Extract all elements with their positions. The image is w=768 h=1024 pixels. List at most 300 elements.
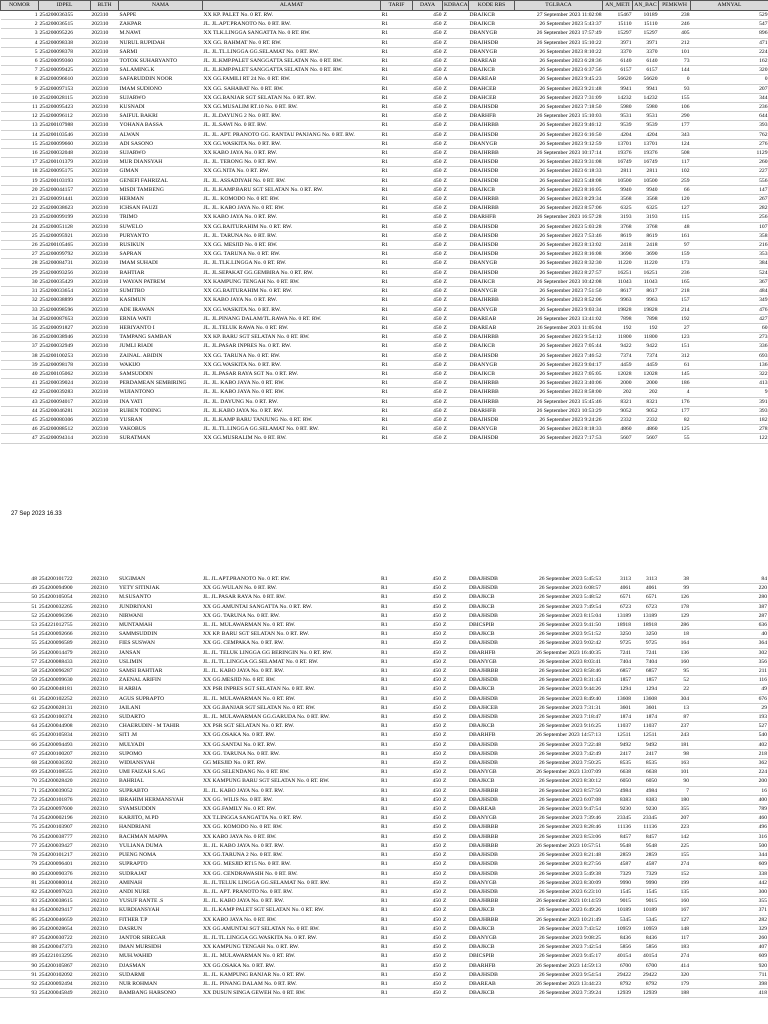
- cell-sahlwbp: 2000: [603, 379, 633, 388]
- cell-tglbaca: 26 September 2023 9:54:54: [514, 970, 602, 979]
- cell-idpel: 254200028420: [38, 777, 90, 786]
- cell-sahlwbp: 7329: [602, 869, 632, 878]
- cell-idpel: 254200099630: [38, 676, 90, 685]
- cell-kode-rbs: DBANYGB: [469, 47, 515, 56]
- cell-blth: 202310: [90, 961, 118, 970]
- cell-kdbaca: Z: [443, 268, 469, 277]
- cell-slalwbp: 11043: [633, 277, 659, 286]
- cell-nomor: 27: [1, 250, 39, 259]
- cell-idpel: 254200039427: [38, 841, 90, 850]
- cell-jamnyala: 40: [690, 630, 768, 639]
- cell-sahlwbp: 5980: [603, 103, 633, 112]
- cell-tarif: R1: [381, 20, 413, 29]
- cell-daya: 450: [412, 860, 442, 869]
- cell-daya: 450: [413, 277, 443, 286]
- cell-nomor: 75: [0, 823, 38, 832]
- cell-nama: IBRAHIM HERMANSYAH: [118, 795, 202, 804]
- cell-alamat: GG MESJID No. 0 RT. RW.: [202, 759, 380, 768]
- cell-pemkwh: 82: [659, 415, 691, 424]
- cell-alamat: XX GG. RAHMAT No. 0 RT. RW.: [203, 38, 381, 47]
- cell-jamnyala: 300: [690, 887, 768, 896]
- cell-kdbaca: Z: [442, 713, 468, 722]
- cell-blth: 202310: [91, 323, 119, 332]
- cell-kode-rbs: DBAJHSDB: [468, 694, 514, 703]
- cell-tglbaca: 26 September 2023 8:58:46: [514, 667, 602, 676]
- cell-nomor: 4: [1, 38, 39, 47]
- cell-kdbaca: Z: [443, 139, 469, 148]
- cell-idpel: 254200088433: [38, 657, 90, 666]
- cell-sahlwbp: 8619: [603, 231, 633, 240]
- cell-nama: ZAKPAR: [119, 20, 203, 29]
- table-row: [1, 222, 768, 231]
- table-row: [1, 195, 768, 204]
- cell-alamat: JL. JL.KAMP.BARU SGT SELATAN No. 0 RT. RW.: [203, 185, 381, 194]
- cell-idpel: 254200105054: [38, 593, 90, 602]
- table-row: [1, 434, 768, 443]
- cell-jamnyala: 413: [691, 379, 768, 388]
- cell-sahlwbp: 9990: [602, 878, 632, 887]
- cell-alamat: JL. JL. MULAWARMAN GG.GARUDA No. 0 RT. RW.: [202, 713, 380, 722]
- cell-nomor: 11: [1, 103, 39, 112]
- cell-daya: 450: [412, 924, 442, 933]
- cell-jamnyala: 529: [691, 11, 768, 20]
- cell-kdbaca: Z: [442, 952, 468, 961]
- cell-blth: 202310: [91, 333, 119, 342]
- cell-nama: WIDIANSYAH: [118, 759, 202, 768]
- cell-tglbaca: 26 September 2023 13:44:23: [514, 979, 602, 988]
- table-row: [0, 869, 768, 878]
- cell-nomor: 78: [0, 851, 38, 860]
- cell-blth: 202310: [90, 943, 118, 952]
- cell-pemkwh: 274: [658, 952, 690, 961]
- cell-tglbaca: 26 September 2023 9:24:26: [515, 415, 603, 424]
- cell-blth: 202310: [91, 268, 119, 277]
- cell-jamnyala: 322: [691, 369, 768, 378]
- cell-kode-rbs: DBAJHSDB: [468, 860, 514, 869]
- cell-daya: 450: [412, 703, 442, 712]
- cell-pemkwh: 243: [658, 731, 690, 740]
- cell-pemkwh: 181: [658, 740, 690, 749]
- cell-slalwbp: 11037: [632, 722, 658, 731]
- cell-tarif: R1: [380, 593, 412, 602]
- cell-blth: 202310: [91, 241, 119, 250]
- cell-tglbaca: 26 September 2023 15:45:46: [515, 397, 603, 406]
- cell-blth: 202310: [91, 369, 119, 378]
- cell-daya: 450: [413, 47, 443, 56]
- cell-nomor: 59: [0, 676, 38, 685]
- cell-sahlwbp: 15110: [603, 20, 633, 29]
- cell-alamat: XX GG. MESJID RT15 No. 0 RT. RW.: [202, 860, 380, 869]
- cell-tarif: R1: [380, 860, 412, 869]
- cell-kode-rbs: DBICSPIB: [468, 621, 514, 630]
- cell-blth: 202310: [91, 20, 119, 29]
- cell-daya: 450: [412, 943, 442, 952]
- cell-pemkwh: 135: [658, 887, 690, 896]
- cell-alamat: JL. JL. KABO JAYA No. 0 RT. RW.: [202, 786, 380, 795]
- table-row: [0, 731, 768, 740]
- cell-idpel: 254200095226: [39, 29, 91, 38]
- cell-sahlwbp: 12939: [602, 989, 632, 998]
- cell-pemkwh: 52: [658, 676, 690, 685]
- table-row: [0, 878, 768, 887]
- cell-slalwbp: 2418: [633, 241, 659, 250]
- cell-kode-rbs: DBAJHSDB: [469, 103, 515, 112]
- cell-idpel: 254200103546: [39, 130, 91, 139]
- cell-tarif: R1: [381, 314, 413, 323]
- cell-idpel: 254200046281: [39, 406, 91, 415]
- cell-nama: MUNTAMAH: [118, 621, 202, 630]
- cell-sahlwbp: 8617: [603, 287, 633, 296]
- cell-tglbaca: 26 September 2023 5:49:38: [514, 869, 602, 878]
- cell-nomor: 3: [1, 29, 39, 38]
- cell-slalwbp: 2417: [632, 749, 658, 758]
- cell-sahlwbp: 11800: [603, 333, 633, 342]
- cell-kdbaca: Z: [442, 961, 468, 970]
- cell-daya: 450: [412, 989, 442, 998]
- cell-tarif: R1: [381, 296, 413, 305]
- cell-slalwbp: 56620: [633, 75, 659, 84]
- cell-kode-rbs: DBANYGB: [469, 360, 515, 369]
- cell-sahlwbp: 1545: [602, 887, 632, 896]
- cell-kdbaca: A: [443, 75, 469, 84]
- cell-idpel: 254200100207: [38, 749, 90, 758]
- cell-tarif: R1: [380, 584, 412, 593]
- cell-tarif: R1: [381, 434, 413, 443]
- cell-sahlwbp: 1874: [602, 713, 632, 722]
- cell-blth: 202310: [90, 832, 118, 841]
- cell-daya: 450: [413, 397, 443, 406]
- cell-kode-rbs: DBAJKCB: [468, 602, 514, 611]
- cell-idpel: 254200038615: [38, 897, 90, 906]
- meter-reading-table-1: [0, 0, 768, 444]
- cell-daya: 450: [413, 121, 443, 130]
- cell-blth: 202310: [91, 314, 119, 323]
- cell-kode-rbs: DBAJHSDB: [468, 759, 514, 768]
- cell-tglbaca: 26 September 2023 6:07:08: [514, 795, 602, 804]
- cell-jamnyala: 338: [690, 869, 768, 878]
- cell-sahlwbp: 4587: [602, 860, 632, 869]
- cell-kode-rbs: DBAJHSDB: [469, 158, 515, 167]
- cell-kode-rbs: DBAJHRBB: [469, 388, 515, 397]
- cell-nama: MUH.WAHID: [118, 952, 202, 961]
- cell-sahlwbp: 9725: [602, 639, 632, 648]
- cell-pemkwh: 355: [658, 805, 690, 814]
- cell-blth: 202310: [90, 621, 118, 630]
- cell-idpel: 254200002196: [38, 814, 90, 823]
- cell-tarif: R1: [380, 777, 412, 786]
- cell-nama: ERNIA WATI: [119, 314, 203, 323]
- cell-jamnyala: 524: [691, 268, 768, 277]
- cell-kdbaca: Z: [443, 434, 469, 443]
- cell-idpel: 254200101379: [39, 158, 91, 167]
- report-page-1: [0, 0, 768, 444]
- cell-tarif: R1: [380, 869, 412, 878]
- cell-sahlwbp: 7241: [602, 648, 632, 657]
- cell-tarif: R1: [380, 841, 412, 850]
- cell-tarif: R1: [381, 139, 413, 148]
- cell-nama: M.SUSANTO: [118, 593, 202, 602]
- cell-tarif: R1: [380, 575, 412, 584]
- cell-jamnyala: 540: [690, 731, 768, 740]
- cell-nama: SUPRAPTO: [118, 860, 202, 869]
- cell-tglbaca: 26 September 2023 7:43:52: [514, 924, 602, 933]
- cell-nama: JANSAN: [118, 648, 202, 657]
- cell-pemkwh: 218: [659, 287, 691, 296]
- cell-idpel: 254200108555: [38, 768, 90, 777]
- cell-alamat: JL. JL.KAMP PALET SGT SELATAN No. 0 RT. RW.: [202, 906, 380, 915]
- table-row: [0, 676, 768, 685]
- cell-pemkwh: 117: [659, 158, 691, 167]
- cell-tglbaca: 26 September 2023 6:16:50: [515, 130, 603, 139]
- cell-idpel: 254200097600: [38, 805, 90, 814]
- cell-alamat: JL. JL.DAYUNG 2 No. 0 RT. RW.: [203, 112, 381, 121]
- cell-tarif: R1: [381, 130, 413, 139]
- cell-tarif: R1: [380, 979, 412, 988]
- cell-pemkwh: 207: [658, 814, 690, 823]
- cell-slalwbp: 16251: [633, 268, 659, 277]
- cell-sahlwbp: 2859: [602, 851, 632, 860]
- cell-daya: 450: [412, 795, 442, 804]
- cell-kdbaca: Z: [442, 989, 468, 998]
- cell-pemkwh: 274: [658, 860, 690, 869]
- cell-kdbaca: Z: [443, 130, 469, 139]
- cell-nomor: 44: [1, 406, 39, 415]
- cell-tglbaca: 26 September 2023 8:18:33: [515, 425, 603, 434]
- cell-jamnyala: 556: [691, 176, 768, 185]
- cell-tarif: R1: [381, 38, 413, 47]
- table-row: [0, 924, 768, 933]
- table-row: [0, 694, 768, 703]
- cell-slalwbp: 10959: [632, 924, 658, 933]
- cell-jamnyala: 116: [690, 676, 768, 685]
- cell-alamat: XX GG.TARUNA 2 No. 0 RT. RW.: [202, 851, 380, 860]
- cell-idpel: 254200105062: [39, 369, 91, 378]
- cell-kdbaca: Z: [442, 621, 468, 630]
- cell-idpel: 254200100253: [39, 351, 91, 360]
- cell-blth: 202310: [91, 185, 119, 194]
- cell-sahlwbp: 9941: [603, 84, 633, 93]
- cell-kdbaca: Z: [442, 943, 468, 952]
- table-row: [0, 832, 768, 841]
- cell-slalwbp: 8457: [632, 832, 658, 841]
- cell-kdbaca: Z: [442, 575, 468, 584]
- cell-slalwbp: 7898: [633, 314, 659, 323]
- cell-tglbaca: 26 September 2023 6:18:33: [515, 167, 603, 176]
- cell-jamnyala: 207: [691, 84, 768, 93]
- cell-kdbaca: Z: [443, 167, 469, 176]
- cell-jamnyala: 460: [690, 814, 768, 823]
- cell-alamat: JL. JL. KABO JAYA No. 0 RT. RW.: [203, 204, 381, 213]
- column-header-daya: DAYA: [413, 1, 443, 11]
- report-page-2: [0, 575, 768, 998]
- cell-pemkwh: 48: [659, 222, 691, 231]
- table-row: [0, 786, 768, 795]
- cell-nama: SUJARWO: [119, 93, 203, 102]
- table-row: [1, 415, 768, 424]
- cell-tarif: R1: [380, 915, 412, 924]
- cell-jamnyala: 282: [690, 915, 768, 924]
- cell-pemkwh: 22: [658, 685, 690, 694]
- cell-alamat: JL. JL.TLK.LINGGA No. 0 RT. RW.: [203, 259, 381, 268]
- table-row: [1, 259, 768, 268]
- cell-tglbaca: 26 September 2023 5:43:37: [515, 20, 603, 29]
- cell-kode-rbs: DBARHFB: [469, 112, 515, 121]
- cell-nama: YOHANA BASSA: [119, 121, 203, 130]
- cell-pemkwh: 180: [658, 795, 690, 804]
- cell-tglbaca: 26 September 2023 8:58:00: [515, 388, 603, 397]
- cell-tglbaca: 26 September 2023 6:28:36: [515, 57, 603, 66]
- cell-nama: BAMBANG HARSONO: [118, 989, 202, 998]
- table-row: [1, 425, 768, 434]
- cell-slalwbp: 10500: [633, 176, 659, 185]
- cell-tglbaca: 26 September 2023 13:41:02: [515, 314, 603, 323]
- cell-nama: I WAYAN PATREM: [119, 277, 203, 286]
- cell-alamat: JL. JL.PASAR INPRES No. 0 RT. RW.: [203, 342, 381, 351]
- cell-tglbaca: 26 September 2023 10:57:51: [514, 841, 602, 850]
- cell-tglbaca: 26 September 2023 7:49:54: [514, 602, 602, 611]
- cell-idpel: 254200048181: [38, 685, 90, 694]
- table-row: [0, 841, 768, 850]
- cell-slalwbp: 13189: [632, 611, 658, 620]
- cell-jamnyala: 1129: [691, 149, 768, 158]
- cell-daya: 450: [412, 878, 442, 887]
- cell-jamnyala: 336: [691, 342, 768, 351]
- cell-jamnyala: 609: [690, 952, 768, 961]
- cell-nomor: 83: [0, 897, 38, 906]
- cell-tarif: R1: [381, 323, 413, 332]
- cell-sahlwbp: 8457: [602, 832, 632, 841]
- cell-tarif: R1: [380, 887, 412, 896]
- cell-sahlwbp: 16749: [603, 158, 633, 167]
- cell-nama: WAKIJO: [119, 360, 203, 369]
- cell-slalwbp: 9492: [632, 740, 658, 749]
- column-header-tarif: TARIF: [381, 1, 413, 11]
- cell-idpel: 254200103907: [38, 823, 90, 832]
- cell-nama: PUENG NOMA: [118, 851, 202, 860]
- cell-tglbaca: 26 September 2023 9:46:12: [515, 121, 603, 130]
- cell-blth: 202310: [91, 47, 119, 56]
- cell-kdbaca: Z: [442, 924, 468, 933]
- cell-pemkwh: 192: [659, 314, 691, 323]
- cell-tglbaca: 26 September 2023 7:51:50: [515, 287, 603, 296]
- cell-alamat: JL. JL. MULAWARMAN No. 0 RT. RW.: [202, 694, 380, 703]
- cell-alamat: XX KABO JAYA No. 0 RT. RW.: [202, 915, 380, 924]
- cell-slalwbp: 8436: [632, 933, 658, 942]
- cell-blth: 202310: [91, 112, 119, 121]
- cell-blth: 202310: [91, 259, 119, 268]
- cell-sahlwbp: 9052: [603, 406, 633, 415]
- cell-tglbaca: 26 September 2023 8:15:04: [514, 611, 602, 620]
- cell-kode-rbs: DBANYGB: [469, 139, 515, 148]
- cell-nama: SUMITRO: [119, 287, 203, 296]
- cell-nama: RUBEN TODING: [119, 406, 203, 415]
- cell-tarif: R1: [381, 11, 413, 20]
- cell-pemkwh: 142: [658, 832, 690, 841]
- cell-sahlwbp: 4860: [603, 425, 633, 434]
- cell-kdbaca: Z: [443, 84, 469, 93]
- table-row: [1, 360, 768, 369]
- cell-idpel: 254200098178: [39, 360, 91, 369]
- cell-kode-rbs: DBAJHSDB: [468, 795, 514, 804]
- cell-sahlwbp: 7374: [603, 351, 633, 360]
- cell-alamat: XX KP. BARU SGT SELATAN No. 0 RT. RW.: [202, 630, 380, 639]
- cell-kode-rbs: DBAJKCB: [469, 11, 515, 20]
- cell-nama: YULIANA DUMA: [118, 841, 202, 850]
- cell-sahlwbp: 3193: [603, 213, 633, 222]
- cell-nomor: 69: [0, 768, 38, 777]
- cell-sahlwbp: 8436: [602, 933, 632, 942]
- table-row: [0, 768, 768, 777]
- cell-pemkwh: 183: [658, 943, 690, 952]
- table-row: [1, 379, 768, 388]
- cell-sahlwbp: 6325: [603, 204, 633, 213]
- cell-tarif: R1: [381, 176, 413, 185]
- cell-kdbaca: Z: [442, 639, 468, 648]
- cell-nama: NIRWANI: [118, 611, 202, 620]
- table-row: [0, 722, 768, 731]
- cell-blth: 202310: [90, 703, 118, 712]
- cell-tarif: R1: [381, 333, 413, 342]
- cell-tglbaca: 26 September 2023 9:51:52: [514, 630, 602, 639]
- cell-kdbaca: Z: [443, 57, 469, 66]
- cell-tglbaca: 26 September 2023 5:48:52: [514, 593, 602, 602]
- cell-kode-rbs: DBANYGB: [468, 878, 514, 887]
- cell-pemkwh: 178: [658, 602, 690, 611]
- cell-kdbaca: Z: [443, 20, 469, 29]
- cell-jamnyala: 218: [690, 749, 768, 758]
- cell-nama: YETY SITINJAK: [118, 584, 202, 593]
- cell-tarif: R1: [380, 722, 412, 731]
- cell-nama: SUDARMI: [118, 970, 202, 979]
- cell-kdbaca: Z: [442, 887, 468, 896]
- cell-blth: 202310: [90, 979, 118, 988]
- cell-idpel: 254200038946: [39, 333, 91, 342]
- cell-jamnyala: 547: [691, 20, 768, 29]
- cell-nama: RACHMAN MAPPA: [118, 832, 202, 841]
- cell-alamat: XX GG.WULAN No. 0 RT. RW.: [202, 584, 380, 593]
- cell-tarif: R1: [380, 814, 412, 823]
- cell-pemkwh: 99: [658, 584, 690, 593]
- cell-blth: 202310: [91, 139, 119, 148]
- cell-jamnyala: 527: [690, 722, 768, 731]
- cell-nama: ZAENAL ARIFIN: [118, 676, 202, 685]
- cell-sahlwbp: 19828: [603, 305, 633, 314]
- cell-kdbaca: Z: [442, 897, 468, 906]
- cell-kdbaca: Z: [442, 786, 468, 795]
- cell-sahlwbp: 3971: [603, 38, 633, 47]
- cell-blth: 202310: [90, 795, 118, 804]
- table-row: [0, 759, 768, 768]
- cell-daya: 450: [413, 112, 443, 121]
- cell-tarif: R1: [380, 989, 412, 998]
- cell-tarif: R1: [381, 185, 413, 194]
- cell-pemkwh: 157: [659, 296, 691, 305]
- cell-nama: YAKOBUS: [119, 425, 203, 434]
- cell-pemkwh: 18: [658, 630, 690, 639]
- cell-slalwbp: 2859: [632, 851, 658, 860]
- cell-alamat: XX KABO JAYA No. 0 RT. RW.: [203, 296, 381, 305]
- cell-kode-rbs: DBAJHSDB: [469, 415, 515, 424]
- cell-nama: SUPOMO: [118, 749, 202, 758]
- cell-alamat: XX KABO JAYA No. 0 RT. RW.: [203, 213, 381, 222]
- cell-tglbaca: 26 September 2023 5:48:08: [515, 176, 603, 185]
- cell-kode-rbs: DBAJHSDB: [469, 231, 515, 240]
- cell-alamat: JL. JL.TELUK LINGGA GG.SELAMAT No. 0 RT. RW.: [202, 878, 380, 887]
- cell-daya: 450: [412, 805, 442, 814]
- table-row: [0, 989, 768, 998]
- cell-nama: ZAINAL. ABIDIN: [119, 351, 203, 360]
- cell-kdbaca: Z: [443, 314, 469, 323]
